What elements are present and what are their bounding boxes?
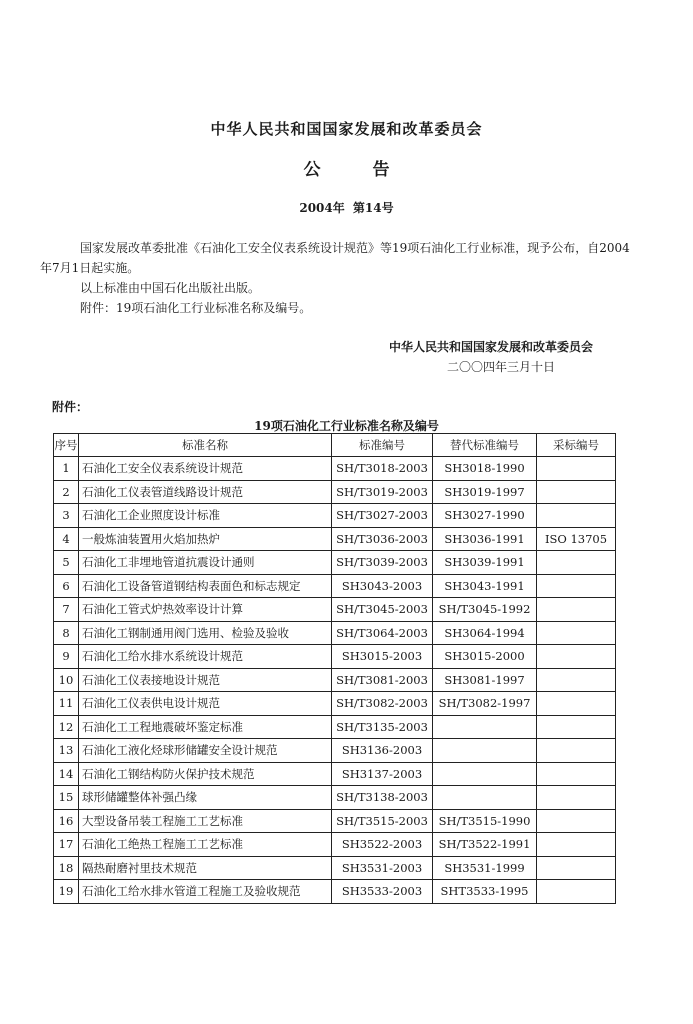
- cell-code: SH/T3515-2003: [332, 809, 433, 833]
- column-header: 标准名称: [79, 434, 332, 457]
- table-row: [54, 621, 616, 645]
- table-row: [54, 739, 616, 763]
- cell-replaces: SH3531-1999: [433, 856, 537, 880]
- table-row: [54, 856, 616, 880]
- table-title: 19项石油化工行业标准名称及编号: [254, 419, 439, 433]
- cell-adopted: [537, 621, 616, 645]
- table-header-row: [54, 434, 616, 457]
- cell-adopted: [537, 574, 616, 598]
- table-row: [54, 598, 616, 622]
- cell-replaces: SH3064-1994: [433, 621, 537, 645]
- cell-code: SH3137-2003: [332, 762, 433, 786]
- cell-replaces: SH3019-1997: [433, 480, 537, 504]
- cell-name: 石油化工给水排水系统设计规范: [79, 645, 332, 669]
- cell-code: SH3043-2003: [332, 574, 433, 598]
- cell-code: SH/T3039-2003: [332, 551, 433, 575]
- cell-adopted: [537, 457, 616, 481]
- cell-name: 石油化工钢制通用阀门选用、检验及验收: [79, 621, 332, 645]
- cell-replaces: SH/T3082-1997: [433, 692, 537, 716]
- cell-code: SH/T3064-2003: [332, 621, 433, 645]
- cell-name: 石油化工工程地震破坏鉴定标准: [79, 715, 332, 739]
- cell-name: 隔热耐磨衬里技术规范: [79, 856, 332, 880]
- cell-name: 石油化工仪表供电设计规范: [79, 692, 332, 716]
- column-header: 序号: [54, 434, 79, 457]
- signature-organization: 中华人民共和国国家发展和改革委员会: [389, 340, 594, 354]
- cell-code: SH3015-2003: [332, 645, 433, 669]
- cell-replaces: SH/T3045-1992: [433, 598, 537, 622]
- cell-replaces: SH3015-2000: [433, 645, 537, 669]
- table-row: [54, 574, 616, 598]
- cell-replaces: SH3027-1990: [433, 504, 537, 528]
- cell-adopted: [537, 480, 616, 504]
- cell-code: SH/T3027-2003: [332, 504, 433, 528]
- cell-replaces: SH3043-1991: [433, 574, 537, 598]
- notice-title: 公告: [303, 160, 442, 180]
- cell-no: 11: [54, 692, 79, 716]
- cell-name: 大型设备吊装工程施工工艺标准: [79, 809, 332, 833]
- table-row: [54, 457, 616, 481]
- cell-code: SH3531-2003: [332, 856, 433, 880]
- standards-table: [53, 433, 616, 904]
- issuing-organization-title: 中华人民共和国国家发展和改革委员会: [210, 120, 483, 138]
- cell-replaces: [433, 739, 537, 763]
- cell-no: 2: [54, 480, 79, 504]
- cell-no: 15: [54, 786, 79, 810]
- cell-name: 石油化工非埋地管道抗震设计通则: [79, 551, 332, 575]
- table-row: [54, 527, 616, 551]
- attachment-label: 附件：: [52, 400, 89, 414]
- cell-replaces: SH/T3522-1991: [433, 833, 537, 857]
- cell-no: 13: [54, 739, 79, 763]
- cell-replaces: SHT3533-1995: [433, 880, 537, 904]
- cell-code: SH3136-2003: [332, 739, 433, 763]
- cell-adopted: [537, 692, 616, 716]
- table-row: [54, 715, 616, 739]
- cell-no: 8: [54, 621, 79, 645]
- cell-no: 4: [54, 527, 79, 551]
- cell-no: 3: [54, 504, 79, 528]
- cell-code: SH3522-2003: [332, 833, 433, 857]
- cell-name: 石油化工绝热工程施工工艺标准: [79, 833, 332, 857]
- cell-code: SH/T3135-2003: [332, 715, 433, 739]
- cell-code: SH/T3045-2003: [332, 598, 433, 622]
- table-row: [54, 645, 616, 669]
- cell-name: 石油化工设备管道钢结构表面色和标志规定: [79, 574, 332, 598]
- column-header: 标准编号: [332, 434, 433, 457]
- cell-name: 球形储罐整体补强凸缘: [79, 786, 332, 810]
- cell-name: 石油化工仪表接地设计规范: [79, 668, 332, 692]
- cell-replaces: SH3036-1991: [433, 527, 537, 551]
- cell-no: 12: [54, 715, 79, 739]
- cell-adopted: ISO 13705: [537, 527, 616, 551]
- cell-code: SH/T3018-2003: [332, 457, 433, 481]
- cell-adopted: [537, 762, 616, 786]
- issue-number: 2004年 第14号: [299, 201, 394, 215]
- cell-name: 石油化工管式炉热效率设计计算: [79, 598, 332, 622]
- cell-no: 5: [54, 551, 79, 575]
- cell-code: SH3533-2003: [332, 880, 433, 904]
- table-row: [54, 668, 616, 692]
- cell-adopted: [537, 880, 616, 904]
- cell-adopted: [537, 856, 616, 880]
- cell-name: 石油化工仪表管道线路设计规范: [79, 480, 332, 504]
- cell-adopted: [537, 598, 616, 622]
- cell-code: SH/T3081-2003: [332, 668, 433, 692]
- table-row: [54, 504, 616, 528]
- table-row: [54, 762, 616, 786]
- table-row: [54, 786, 616, 810]
- table-row: [54, 692, 616, 716]
- table-row: [54, 480, 616, 504]
- cell-no: 10: [54, 668, 79, 692]
- cell-no: 14: [54, 762, 79, 786]
- cell-no: 6: [54, 574, 79, 598]
- cell-no: 7: [54, 598, 79, 622]
- table-row: [54, 880, 616, 904]
- cell-adopted: [537, 504, 616, 528]
- cell-adopted: [537, 645, 616, 669]
- cell-code: SH/T3082-2003: [332, 692, 433, 716]
- cell-no: 1: [54, 457, 79, 481]
- cell-replaces: [433, 786, 537, 810]
- cell-name: 石油化工安全仪表系统设计规范: [79, 457, 332, 481]
- cell-name: 石油化工企业照度设计标准: [79, 504, 332, 528]
- cell-code: SH/T3036-2003: [332, 527, 433, 551]
- cell-adopted: [537, 786, 616, 810]
- cell-no: 17: [54, 833, 79, 857]
- table-row: [54, 833, 616, 857]
- cell-no: 9: [54, 645, 79, 669]
- cell-name: 石油化工给水排水管道工程施工及验收规范: [79, 880, 332, 904]
- cell-adopted: [537, 809, 616, 833]
- column-header: 替代标准编号: [433, 434, 537, 457]
- announcement-paragraph: 国家发展改革委批准《石油化工安全仪表系统设计规范》等19项石油化工行业标准，现予公布，自2004年7月1日起实施。: [40, 241, 630, 275]
- cell-replaces: [433, 762, 537, 786]
- column-header: 采标编号: [537, 434, 616, 457]
- signature-date: 二〇〇四年三月十日: [447, 360, 556, 374]
- cell-name: 石油化工钢结构防火保护技术规范: [79, 762, 332, 786]
- cell-no: 16: [54, 809, 79, 833]
- cell-adopted: [537, 833, 616, 857]
- cell-adopted: [537, 715, 616, 739]
- publisher-paragraph: 以上标准由中国石化出版社出版。: [80, 281, 261, 295]
- table-row: [54, 809, 616, 833]
- attachment-note-paragraph: 附件：19项石油化工行业标准名称及编号。: [80, 301, 312, 315]
- cell-name: 石油化工液化烃球形储罐安全设计规范: [79, 739, 332, 763]
- cell-name: 一般炼油装置用火焰加热炉: [79, 527, 332, 551]
- cell-code: SH/T3138-2003: [332, 786, 433, 810]
- table-row: [54, 551, 616, 575]
- cell-no: 18: [54, 856, 79, 880]
- cell-replaces: SH3018-1990: [433, 457, 537, 481]
- cell-replaces: SH/T3515-1990: [433, 809, 537, 833]
- cell-adopted: [537, 668, 616, 692]
- cell-adopted: [537, 739, 616, 763]
- cell-code: SH/T3019-2003: [332, 480, 433, 504]
- cell-replaces: SH3039-1991: [433, 551, 537, 575]
- table-body: [54, 457, 616, 904]
- cell-replaces: [433, 715, 537, 739]
- cell-no: 19: [54, 880, 79, 904]
- cell-adopted: [537, 551, 616, 575]
- cell-replaces: SH3081-1997: [433, 668, 537, 692]
